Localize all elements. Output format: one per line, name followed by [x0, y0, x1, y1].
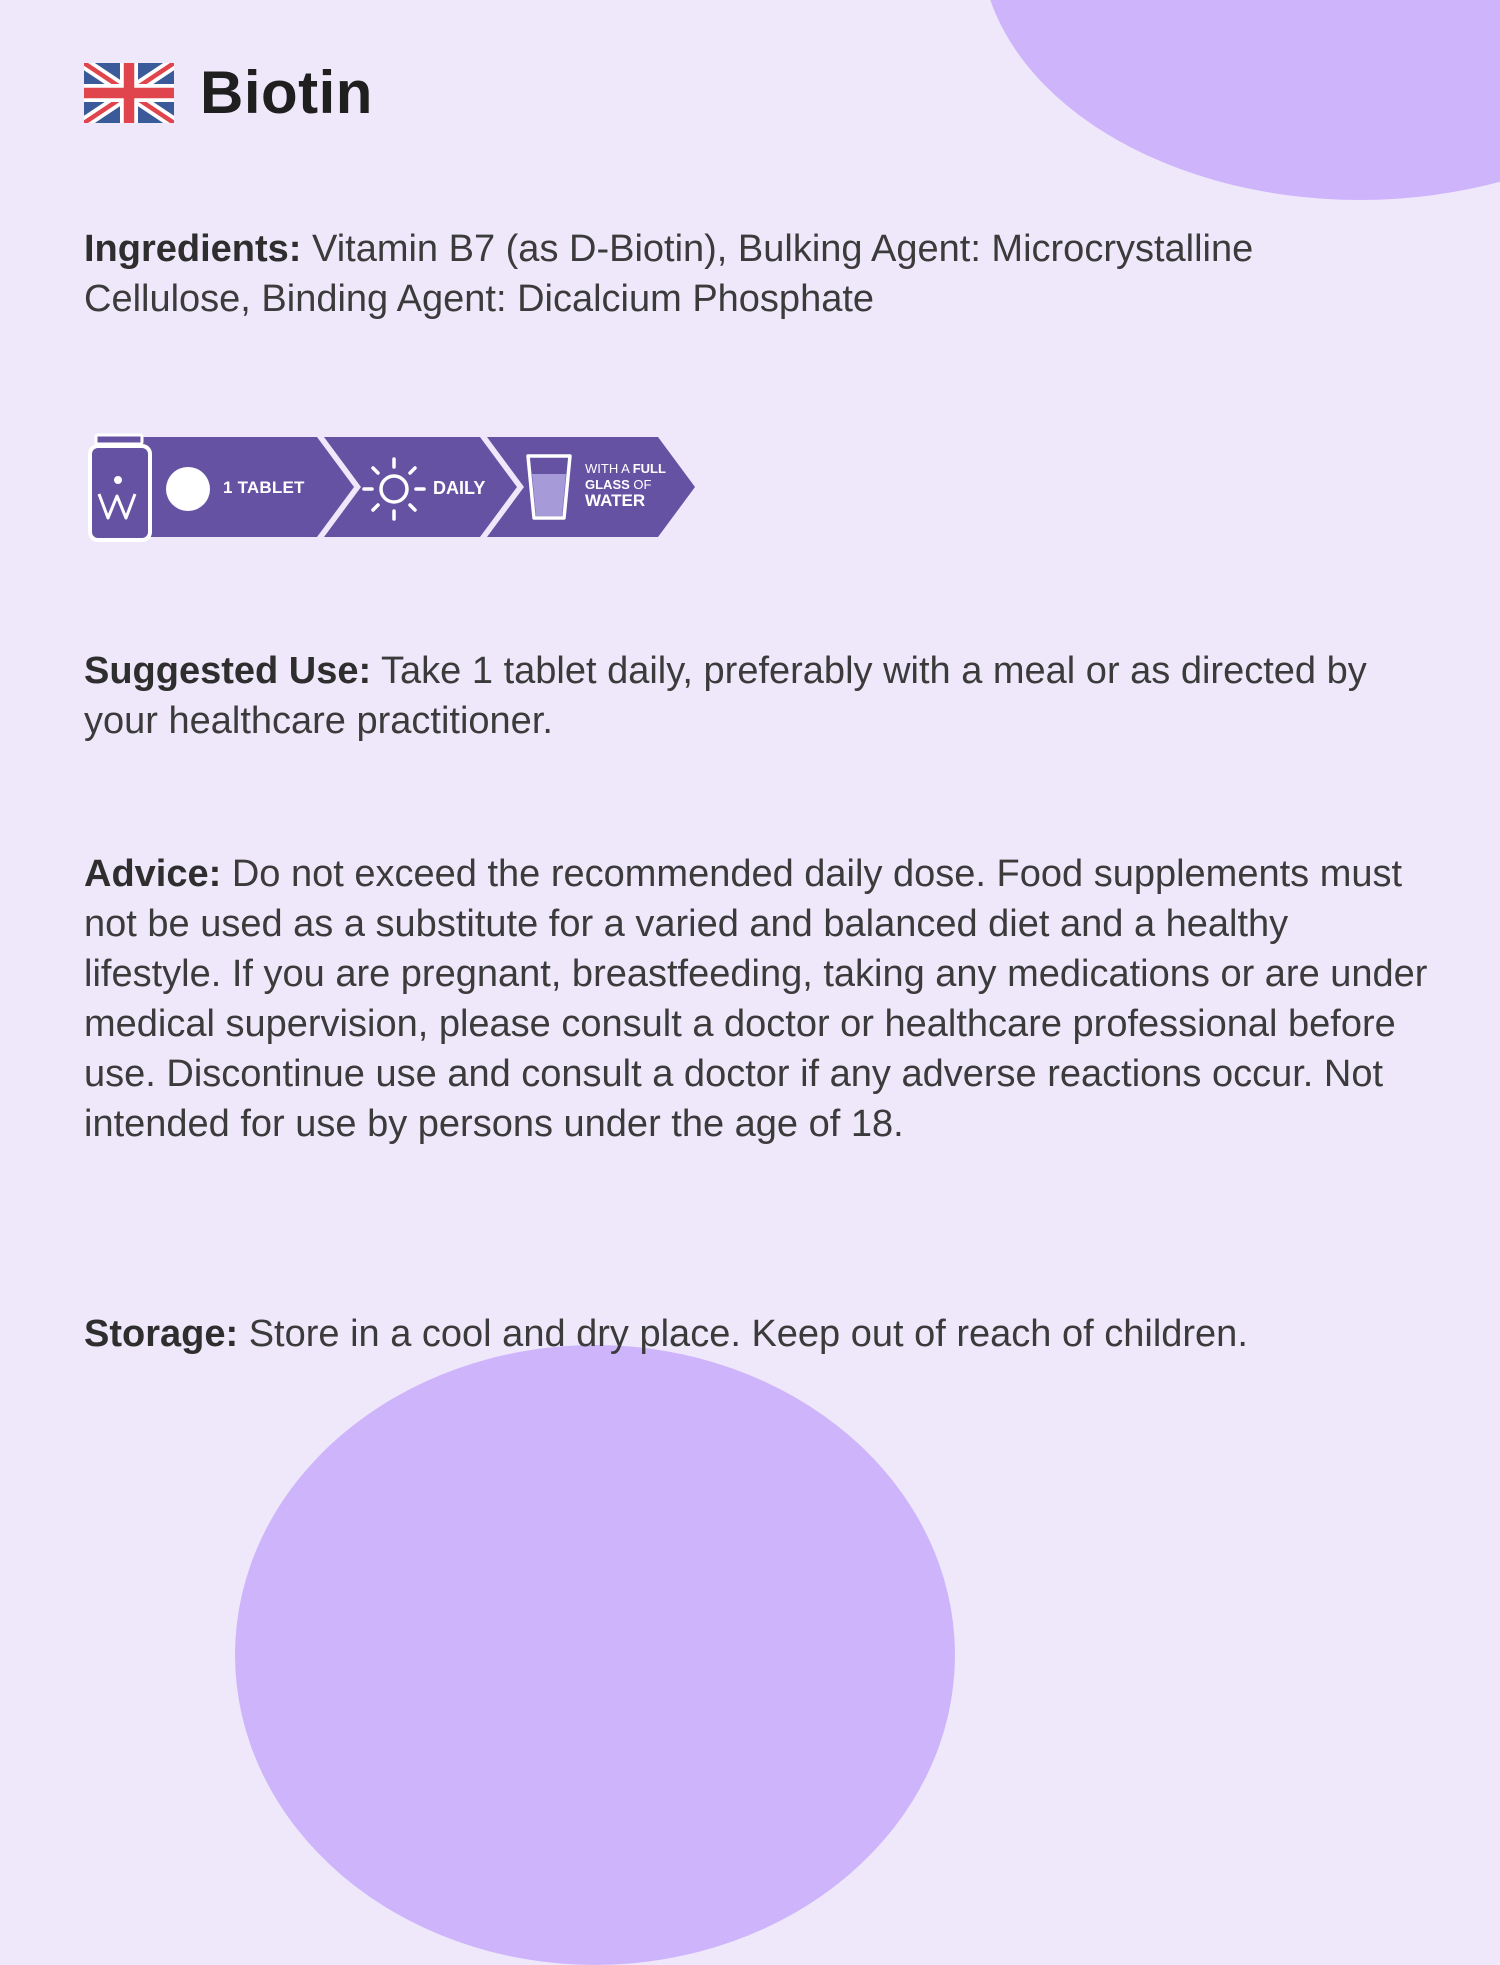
storage-section	[84, 1309, 1429, 1359]
storage-text: Store in a cool and dry place. Keep out of reach of children.	[248, 1313, 1248, 1355]
advice-section	[84, 849, 1429, 1149]
product-header	[84, 58, 373, 127]
ingredients-section	[84, 224, 1429, 324]
bottle-icon	[90, 435, 150, 540]
advice-label: Advice:	[84, 853, 222, 895]
water-line2-bold: GLASS	[585, 477, 630, 492]
dosage-banner	[82, 432, 702, 547]
water-line3: WATER	[585, 491, 646, 510]
suggested-use-label: Suggested Use:	[84, 650, 372, 692]
advice-text: Do not exceed the recommended daily dose. Food supplements must not be used as a substitute for a varied and balanced diet and a healthy lifestyle. If you are pregnant, breastfeeding, taking any medications or are under medical supervision, please consult a doctor or healthcare professional before use. Discontinue use and consult a doctor if any adverse reactions occur. Not intended for use by persons under the age of 18.	[84, 853, 1428, 1145]
water-line1-bold: FULL	[632, 461, 666, 476]
suggested-use-text: Take 1 tablet daily, preferably with a meal or as directed by your healthcare practitioner.	[84, 650, 1367, 742]
ingredients-label: Ingredients:	[84, 228, 302, 270]
decorative-blob-bottom	[235, 1345, 955, 1965]
tablet-icon	[166, 467, 210, 511]
water-line2-suffix: OF	[633, 477, 652, 492]
uk-flag-icon	[84, 62, 174, 124]
tablet-dose-label: 1 TABLET	[223, 478, 305, 497]
suggested-use-section	[84, 646, 1429, 746]
decorative-blob-top-right	[980, 0, 1500, 200]
water-instruction-label	[585, 461, 666, 509]
storage-label: Storage:	[84, 1313, 239, 1355]
ingredients-text: Vitamin B7 (as D-Biotin), Bulking Agent: Microcrystalline Cellulose, Binding Agent: Dicalcium Phosphate	[84, 228, 1254, 320]
product-title: Biotin	[200, 59, 373, 126]
daily-frequency-label: DAILY	[433, 478, 486, 498]
water-line1-prefix: WITH A	[585, 461, 630, 476]
